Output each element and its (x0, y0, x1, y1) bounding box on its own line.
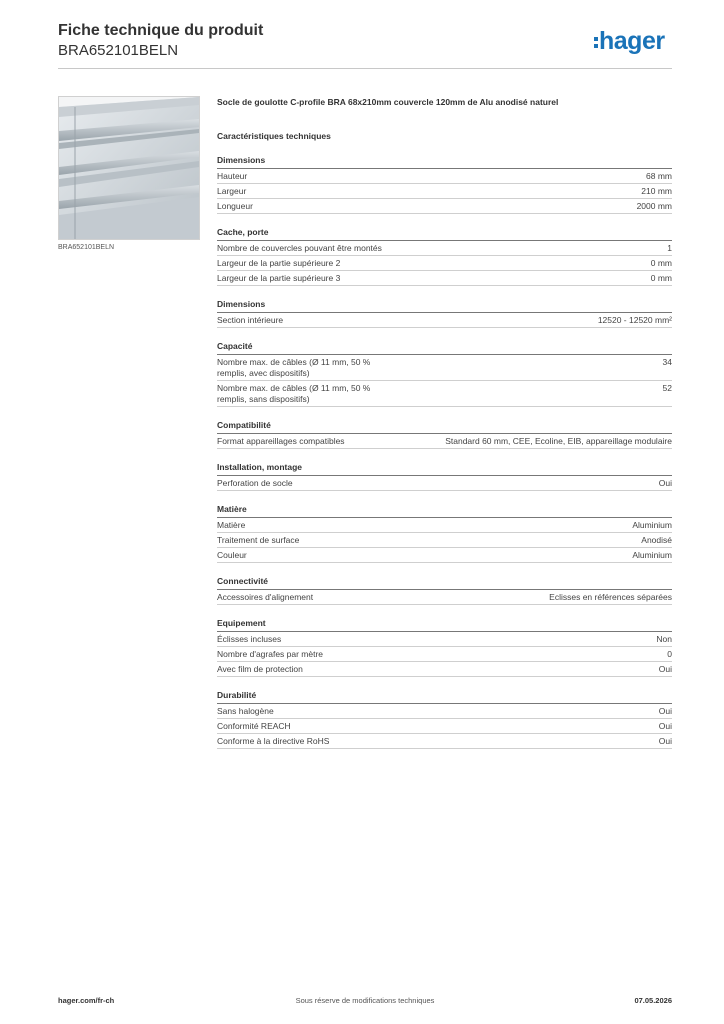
spec-label: Nombre max. de câbles (Ø 11 mm, 50 % remplis, sans dispositifs) (217, 382, 371, 404)
spec-value: Standard 60 mm, CEE, Ecoline, EIB, appareillage modulaire (445, 435, 672, 446)
logo-text: hager (599, 27, 665, 55)
product-reference: BRA652101BELN (58, 42, 179, 59)
spec-row (217, 199, 672, 214)
spec-value: 1 (667, 242, 672, 253)
section-title: Capacité (217, 340, 672, 355)
spec-label: Format appareillages compatibles (217, 435, 345, 446)
spec-sections (217, 154, 672, 749)
section-title: Installation, montage (217, 461, 672, 476)
section-title: Durabilité (217, 689, 672, 704)
spec-value: 2000 mm (636, 200, 672, 211)
spec-row (217, 734, 672, 749)
spec-row (217, 719, 672, 734)
spec-label: Largeur (217, 185, 247, 196)
logo-dots-icon (594, 34, 598, 51)
spec-value: Anodisé (641, 534, 672, 545)
spec-section (217, 298, 672, 328)
page-title: Fiche technique du produit (58, 22, 264, 39)
spec-row (217, 434, 672, 449)
spec-label: Couleur (217, 549, 247, 560)
spec-row (217, 271, 672, 286)
spec-value: 210 mm (641, 185, 672, 196)
tech-characteristics-title: Caractéristiques techniques (217, 131, 331, 141)
product-image (58, 96, 200, 240)
spec-row (217, 381, 672, 407)
spec-row (217, 662, 672, 677)
spec-row (217, 313, 672, 328)
spec-label: Sans halogène (217, 705, 274, 716)
section-title: Cache, porte (217, 226, 672, 241)
section-title: Matière (217, 503, 672, 518)
spec-row (217, 518, 672, 533)
spec-label: Nombre d'agrafes par mètre (217, 648, 324, 659)
footer-date: 07.05.2026 (634, 996, 672, 1005)
spec-label: Accessoires d'alignement (217, 591, 314, 602)
spec-label: Traitement de surface (217, 534, 300, 545)
spec-label: Nombre de couvercles pouvant être montés (217, 242, 382, 253)
spec-value: Oui (658, 705, 672, 716)
spec-label: Perforation de socle (217, 477, 293, 488)
spec-section (217, 503, 672, 563)
spec-label: Largeur de la partie supérieure 3 (217, 272, 341, 283)
spec-label: Matière (217, 519, 246, 530)
spec-section (217, 689, 672, 749)
document-header (58, 22, 263, 60)
hager-logo (594, 26, 665, 56)
spec-row (217, 548, 672, 563)
spec-row (217, 184, 672, 199)
spec-value: Aluminium (632, 549, 672, 560)
spec-value: Aluminium (632, 519, 672, 530)
spec-value: 68 mm (646, 170, 672, 181)
spec-row (217, 476, 672, 491)
spec-value: Eclisses en références séparées (549, 591, 672, 602)
spec-label: Avec film de protection (217, 663, 303, 674)
footer-website[interactable]: hager.com/fr-ch (58, 996, 115, 1005)
spec-label: Longueur (217, 200, 253, 211)
header-divider (58, 68, 672, 69)
spec-value: Non (656, 633, 672, 644)
spec-section (217, 461, 672, 491)
spec-label: Conforme à la directive RoHS (217, 735, 330, 746)
spec-section (217, 154, 672, 214)
spec-value: 12520 - 12520 mm² (597, 314, 672, 325)
spec-section (217, 617, 672, 677)
spec-value: 52 (662, 382, 672, 393)
spec-value: Oui (658, 477, 672, 488)
spec-section (217, 340, 672, 407)
section-title: Dimensions (217, 154, 672, 169)
spec-section (217, 419, 672, 449)
spec-value: Oui (658, 663, 672, 674)
section-title: Connectivité (217, 575, 672, 590)
spec-section (217, 575, 672, 605)
section-title: Compatibilité (217, 419, 672, 434)
spec-row (217, 590, 672, 605)
spec-row (217, 241, 672, 256)
spec-label: Nombre max. de câbles (Ø 11 mm, 50 % remplis, avec dispositifs) (217, 356, 371, 378)
spec-row (217, 704, 672, 719)
spec-value: 0 mm (650, 272, 672, 283)
spec-row (217, 355, 672, 381)
spec-label: Conformité REACH (217, 720, 291, 731)
spec-value: 34 (662, 356, 672, 367)
spec-row (217, 647, 672, 662)
footer-disclaimer: Sous réserve de modifications techniques (295, 996, 435, 1005)
spec-value: Oui (658, 720, 672, 731)
spec-label: Largeur de la partie supérieure 2 (217, 257, 341, 268)
spec-value: Oui (658, 735, 672, 746)
spec-row (217, 632, 672, 647)
spec-row (217, 169, 672, 184)
product-description: Socle de goulotte C-profile BRA 68x210mm couvercle 120mm de Alu anodisé naturel (217, 97, 559, 107)
spec-value: 0 (667, 648, 672, 659)
cable-trunking-icon (59, 97, 199, 239)
image-caption: BRA652101BELN (58, 244, 115, 251)
spec-value: 0 mm (650, 257, 672, 268)
spec-content (217, 96, 672, 749)
section-title: Equipement (217, 617, 672, 632)
spec-row (217, 533, 672, 548)
spec-label: Section intérieure (217, 314, 284, 325)
spec-label: Hauteur (217, 170, 248, 181)
spec-label: Éclisses incluses (217, 633, 282, 644)
spec-section (217, 226, 672, 286)
section-title: Dimensions (217, 298, 672, 313)
spec-row (217, 256, 672, 271)
